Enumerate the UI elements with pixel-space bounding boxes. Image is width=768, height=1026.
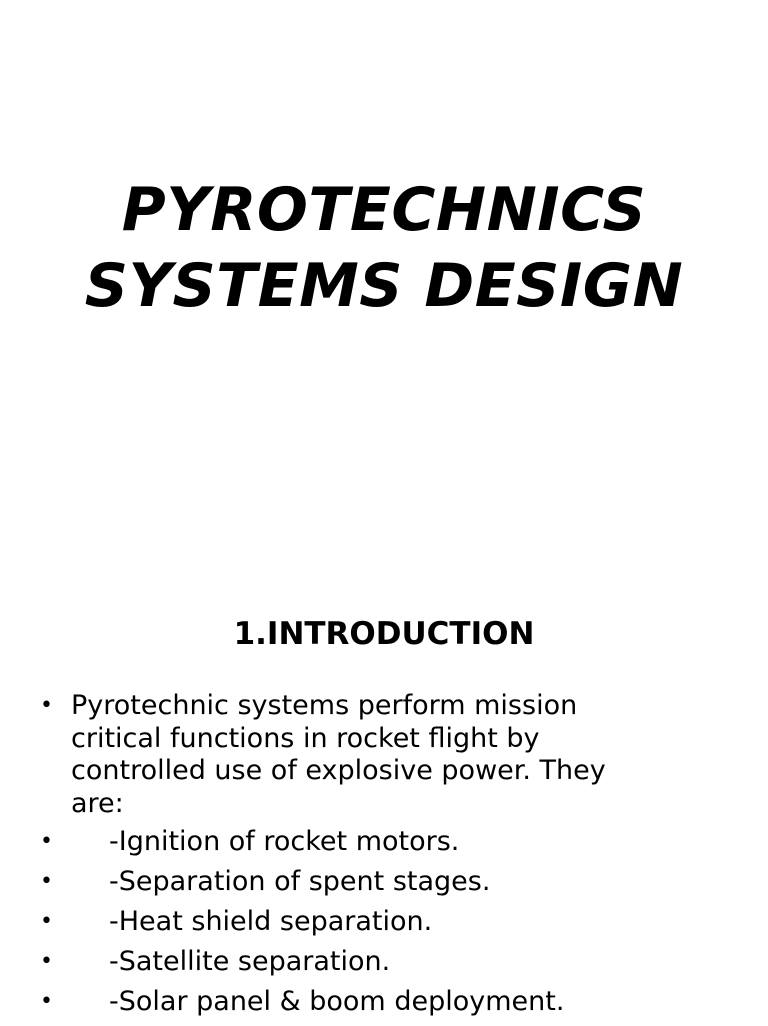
function-text: -Separation of spent stages.	[109, 866, 491, 897]
section-heading: 1.INTRODUCTION	[233, 616, 535, 652]
function-text: -Ignition of rocket motors.	[109, 826, 460, 857]
function-text: -Satellite separation.	[109, 946, 391, 977]
intro-line: controlled use of explosive power. They	[71, 755, 606, 786]
list-item	[40, 986, 740, 1019]
function-text: -Heat shield separation.	[109, 906, 433, 937]
bullet-icon: •	[40, 693, 53, 718]
function-text: -Solar panel & boom deployment.	[109, 986, 565, 1017]
list-item	[40, 906, 740, 939]
intro-text	[71, 690, 740, 820]
bullet-icon: •	[40, 989, 53, 1014]
title-line-1: PYROTECHNICS	[121, 175, 647, 245]
list-item-intro	[40, 690, 740, 820]
list-item	[40, 826, 740, 859]
title-line-2: SYSTEMS DESIGN	[84, 251, 684, 321]
bullet-icon: •	[40, 829, 53, 854]
bullet-icon: •	[40, 949, 53, 974]
slide-title	[0, 172, 768, 324]
list-item	[40, 866, 740, 899]
list-item	[40, 946, 740, 979]
bullet-icon: •	[40, 869, 53, 894]
intro-line: critical functions in rocket flight by	[71, 722, 540, 754]
bullet-list	[40, 690, 740, 1026]
intro-line: are:	[71, 787, 124, 819]
bullet-icon: •	[40, 909, 53, 934]
intro-line: Pyrotechnic systems perform mission	[71, 690, 578, 721]
